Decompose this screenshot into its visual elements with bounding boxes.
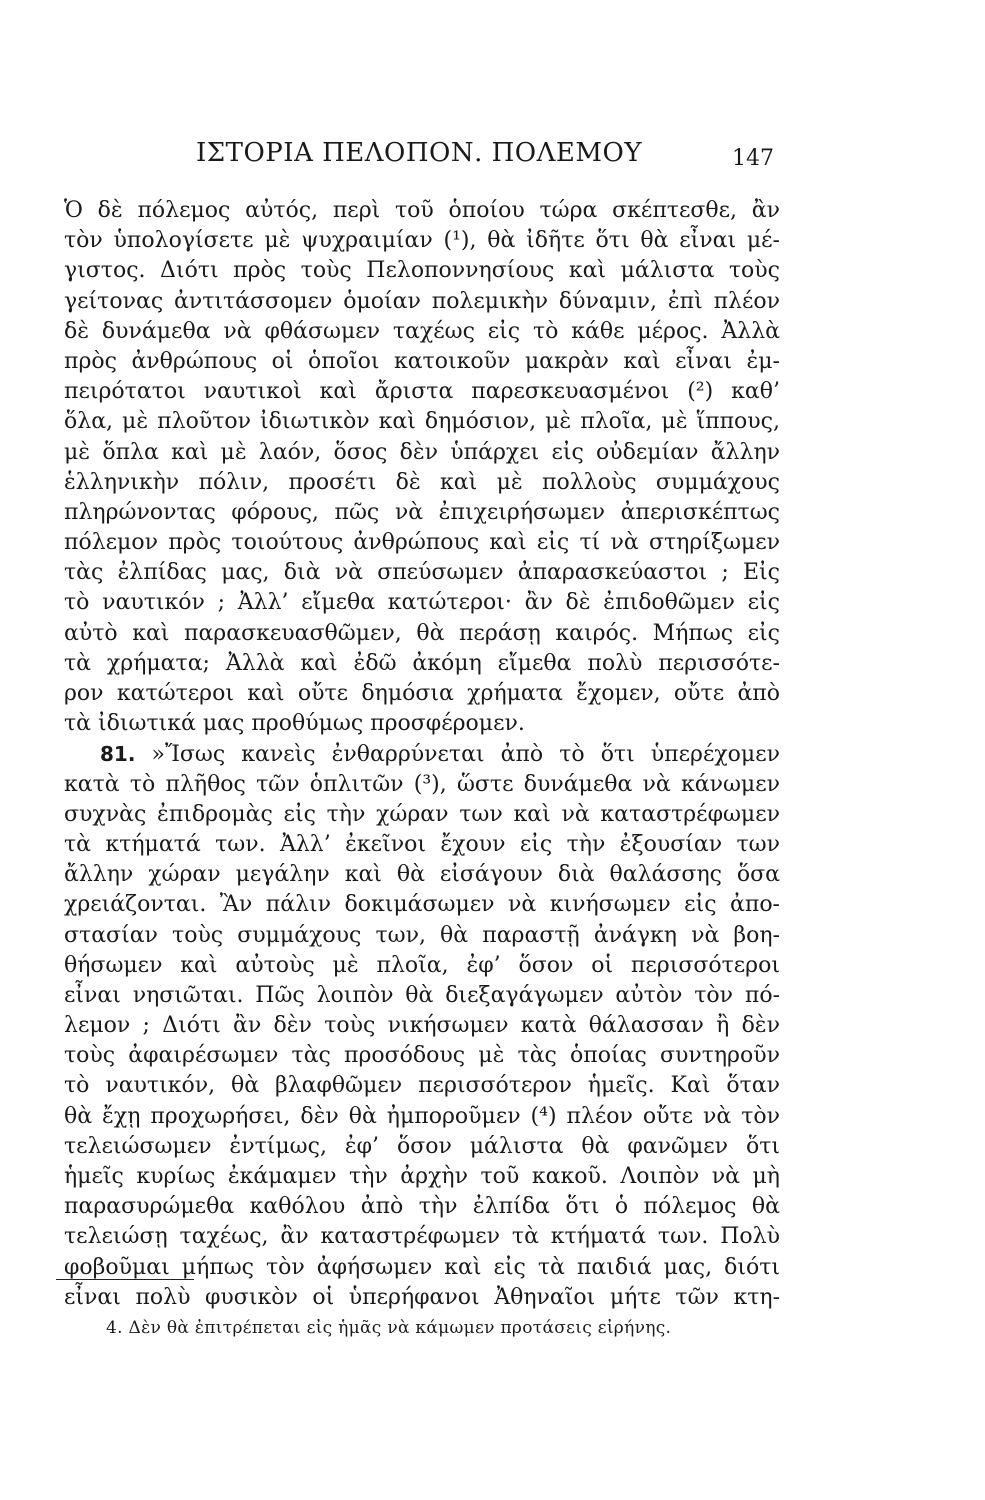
text-line: μὲ ὅπλα καὶ μὲ λαόν, ὅσος δὲν ὑπάρχει εἰς οὐδεμίαν ἄλλην: [64, 439, 780, 465]
text-line: πειρότατοι ναυτικοὶ καὶ ἄριστα παρεσκευασμένοι (²) καθ’: [64, 379, 780, 405]
text-line: τὰ χρήματα; Ἀλλὰ καὶ ἐδῶ ἀκόμη εἴμεθα πολὺ περισσότε-: [64, 650, 780, 676]
text-line: συχνὰς ἐπιδρομὰς εἰς τὴν χώραν των καὶ νὰ καταστρέφωμεν: [64, 801, 780, 827]
text-line: κατὰ τὸ πλῆθος τῶν ὁπλιτῶν (³), ὥστε δυνάμεθα νὰ κάνωμεν: [64, 771, 780, 797]
text-line: τελειώσωμεν ἐντίμως, ἐφ’ ὅσον μάλιστα θὰ φανῶμεν ὅτι: [64, 1133, 780, 1159]
text-line: τελειώσῃ ταχέως, ἂν καταστρέφωμεν τὰ κτήματά των. Πολὺ: [64, 1224, 780, 1250]
text-line: θήσωμεν καὶ αὐτοὺς μὲ πλοῖα, ἐφ’ ὅσον οἱ περισσότεροι: [64, 952, 780, 978]
text-line: θὰ ἔχῃ προχωρήσει, δὲν θὰ ἠμποροῦμεν (⁴) πλέον οὔτε νὰ τὸν: [64, 1103, 780, 1129]
footnote: 4. Δὲν θὰ ἐπιτρέπεται εἰς ἡμᾶς νὰ κάμωμεν προτάσεις εἰρήνης.: [106, 1318, 672, 1338]
text-line: γιστος. Διότι πρὸς τοὺς Πελοποννησίους καὶ μάλιστα τοὺς: [64, 258, 780, 284]
text-line: λεμον ; Διότι ἂν δὲν τοὺς νικήσωμεν κατὰ θάλασσαν ἢ δὲν: [64, 1013, 780, 1039]
text-line: Ὁ δὲ πόλεμος αὐτός, περὶ τοῦ ὁποίου τώρα σκέπτεσθε, ἂν: [64, 198, 780, 223]
paragraph-1: [64, 196, 780, 739]
text-line: τὸν ὑπολογίσετε μὲ ψυχραιμίαν (¹), θὰ ἰδῆτε ὅτι θὰ εἶναι μέ-: [64, 228, 780, 254]
text-line: φοβοῦμαι μήπως τὸν ἀφήσωμεν καὶ εἰς τὰ παιδιά μας, διότι: [64, 1254, 780, 1280]
text-line: τὸ ναυτικόν ; Ἀλλ’ εἴμεθα κατώτεροι· ἂν δὲ ἐπιδοθῶμεν εἰς: [64, 590, 780, 616]
text-line: τὸ ναυτικόν, θὰ βλαφθῶμεν περισσότερον ἡμεῖς. Καὶ ὅταν: [64, 1073, 780, 1099]
text-line: τὰ ἰδιωτικά μας προθύμως προσφέρομεν.: [64, 711, 525, 737]
page-number: 147: [732, 146, 774, 171]
text-line: ἡμεῖς κυρίως ἐκάμαμεν τὴν ἀρχὴν τοῦ κακοῦ. Λοιπὸν νὰ μὴ: [64, 1164, 780, 1189]
running-header: ΙΣΤΟΡΙΑ ΠΕΛΟΠΟΝ. ΠΟΛΕΜΟΥ: [196, 138, 642, 168]
text-line: πόλεμον πρὸς τοιούτους ἀνθρώπους καὶ εἰς τί νὰ στηρίξωμεν: [64, 530, 780, 556]
text-line: ἄλλην χώραν μεγάλην καὶ θὰ εἰσάγουν διὰ θαλάσσης ὅσα: [64, 862, 780, 888]
text-line: ρον κατώτεροι καὶ οὔτε δημόσια χρήματα ἔχομεν, οὔτε ἀπὸ: [64, 681, 780, 706]
text-line: παρασυρώμεθα καθόλου ἀπὸ τὴν ἐλπίδα ὅτι ὁ πόλεμος θὰ: [64, 1194, 780, 1220]
text-line: »Ἴσως κανεὶς ἐνθαρρύνεται ἀπὸ τὸ ὅτι ὑπερέχομεν: [135, 742, 780, 768]
text-line: πρὸς ἀνθρώπους οἱ ὁποῖοι κατοικοῦν μακρὰν καὶ εἶναι ἐμ-: [64, 348, 780, 374]
text-line: τοὺς ἀφαιρέσωμεν τὰς προσόδους μὲ τὰς ὁποίας συντηροῦν: [64, 1043, 780, 1069]
footnote-divider: [56, 1279, 194, 1280]
text-line: τὰς ἐλπίδας μας, διὰ νὰ σπεύσωμεν ἀπαρασκεύαστοι ; Εἰς: [64, 560, 780, 586]
section-number: 81.: [100, 742, 136, 767]
text-line: τὰ κτήματά των. Ἀλλ’ ἐκεῖνοι ἔχουν εἰς τὴν ἐξουσίαν των: [64, 831, 780, 857]
text-line: στασίαν τοὺς συμμάχους των, θὰ παραστῇ ἀνάγκη νὰ βοη-: [64, 922, 780, 948]
main-text: [64, 196, 780, 1313]
text-line: πληρώνοντας φόρους, πῶς νὰ ἐπιχειρήσωμεν ἀπερισκέπτως: [64, 499, 780, 525]
text-line: εἶναι νησιῶται. Πῶς λοιπὸν θὰ διεξαγάγωμεν αὐτὸν τὸν πό-: [64, 982, 780, 1008]
paragraph-2: [64, 739, 780, 1313]
text-line: αὐτὸ καὶ παρασκευασθῶμεν, θὰ περάσῃ καιρός. Μήπως εἰς: [64, 620, 780, 646]
text-line: δὲ δυνάμεθα νὰ φθάσωμεν ταχέως εἰς τὸ κάθε μέρος. Ἀλλὰ: [64, 318, 780, 344]
text-line-section-start: [64, 739, 780, 769]
text-line: εἶναι πολὺ φυσικὸν οἱ ὑπερήφανοι Ἀθηναῖοι μήτε τῶν κτη-: [64, 1284, 780, 1310]
text-line: γείτονας ἀντιτάσσομεν ὁμοίαν πολεμικὴν δύναμιν, ἐπὶ πλέον: [64, 288, 780, 314]
text-line: χρειάζονται. Ἂν πάλιν δοκιμάσωμεν νὰ κινήσωμεν εἰς ἀπο-: [64, 892, 780, 918]
text-line: ἑλληνικὴν πόλιν, προσέτι δὲ καὶ μὲ πολλοὺς συμμάχους: [64, 469, 780, 495]
text-line: ὅλα, μὲ πλοῦτον ἰδιωτικὸν καὶ δημόσιον, μὲ πλοῖα, μὲ ἵππους,: [64, 409, 780, 435]
